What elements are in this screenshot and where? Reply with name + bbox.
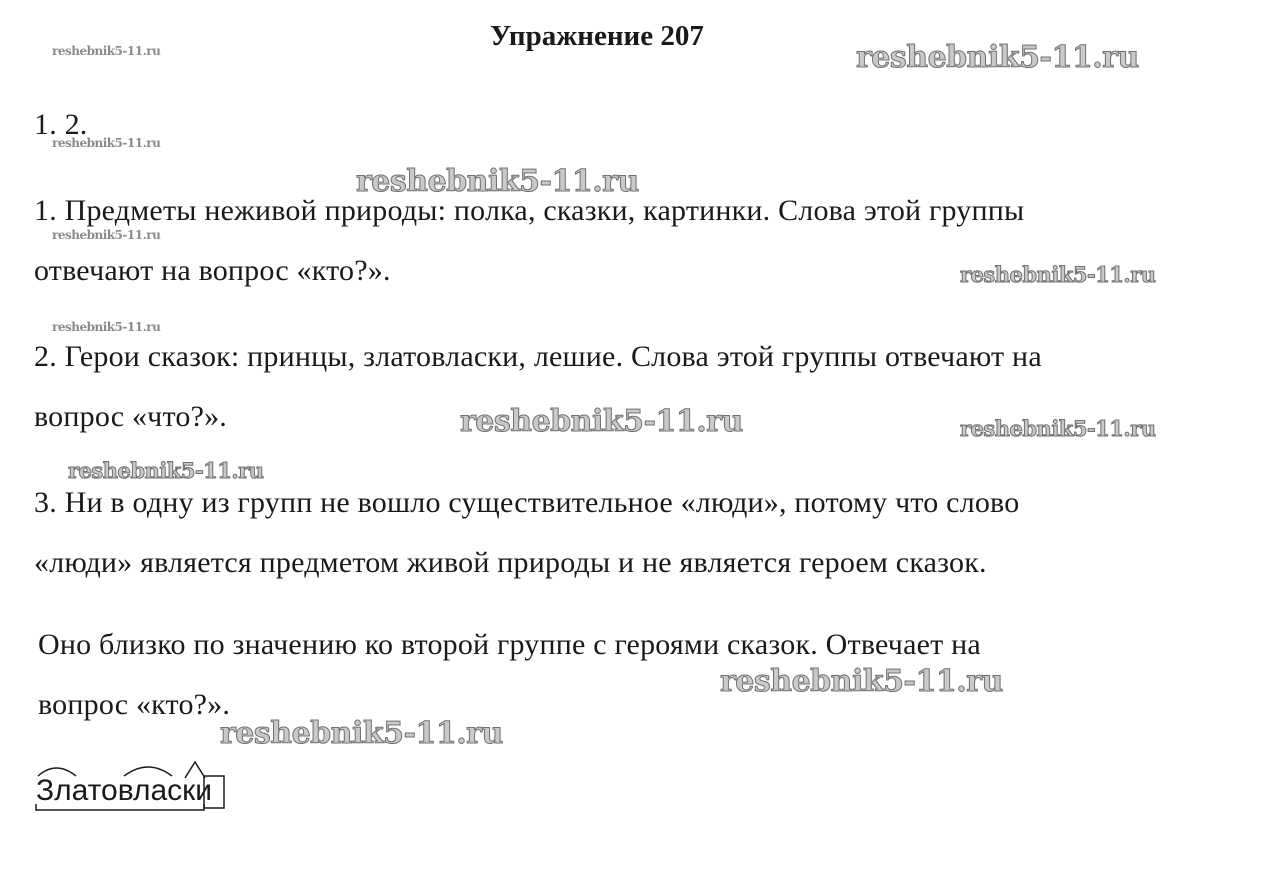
watermark: reshebnik5-11.ru [960,262,1156,287]
morpheme-marks [32,754,232,814]
exercise-title: Упражнение 207 [490,20,704,52]
watermark: reshebnik5-11.ru [68,458,264,483]
base-underline-mark [36,804,204,810]
answer-line: 1. Предметы неживой природы: полка, сказки, картинки. Слова этой группы [34,194,1025,227]
answer-line: вопрос «кто?». [38,688,231,721]
root-arc-mark [38,768,76,776]
watermark: reshebnik5-11.ru [720,664,1003,699]
watermark: reshebnik5-11.ru [220,716,503,751]
watermark: reshebnik5-11.ru [52,44,161,58]
answer-line: вопрос «что?». [34,400,227,433]
ending-box-mark [204,776,224,808]
watermark: reshebnik5-11.ru [52,136,161,150]
answer-line: отвечают на вопрос «кто?». [34,254,391,287]
answer-line: 2. Герои сказок: принцы, златовласки, лешие. Слова этой группы отвечают на [34,340,1042,373]
watermark: reshebnik5-11.ru [52,320,161,334]
watermark: reshebnik5-11.ru [856,40,1139,75]
answer-line: «люди» является предметом живой природы и не является героем сказок. [34,546,987,579]
answer-line: Оно близко по значению ко второй группе с героями сказок. Отвечает на [38,628,981,661]
suffix-mark [185,762,205,778]
root-arc-mark [124,767,172,776]
watermark: reshebnik5-11.ru [356,164,639,199]
answer-line: 3. Ни в одну из групп не вошло существительное «люди», потому что слово [34,486,1020,519]
morph-word: Златовласки [36,774,213,807]
answer-line: 1. 2. [34,108,88,141]
watermark: reshebnik5-11.ru [52,228,161,242]
watermark: reshebnik5-11.ru [960,416,1156,441]
watermark: reshebnik5-11.ru [460,404,743,439]
morpheme-analysis [32,754,232,814]
